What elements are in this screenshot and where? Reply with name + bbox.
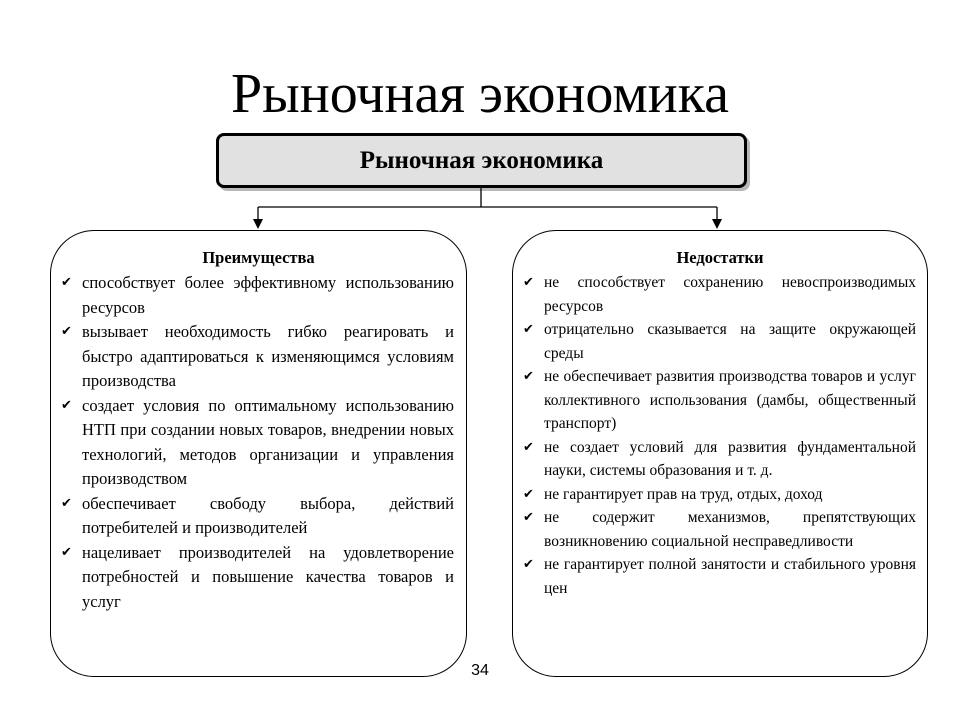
- disadvantages-panel: [512, 230, 928, 677]
- advantages-list: [59, 271, 454, 614]
- disadvantages-list: [521, 271, 916, 600]
- item-text: нацеливает производителей на удовлетворение потребностей и повышение качества товаров и услуг: [82, 542, 454, 611]
- check-icon: ✔: [61, 495, 72, 511]
- list-item: [59, 541, 454, 615]
- item-text: не гарантирует полной занятости и стабильного уровня цен: [544, 556, 916, 597]
- list-item: [521, 436, 916, 483]
- item-text: вызывает необходимость гибко реагировать и быстро адаптироваться к изменяющимся условиям производства: [82, 322, 454, 390]
- check-icon: ✔: [523, 439, 534, 455]
- check-icon: ✔: [61, 324, 72, 339]
- arrow-down-icon: [712, 219, 722, 229]
- list-item: [521, 483, 916, 507]
- item-text: способствует более эффективному использованию ресурсов: [82, 273, 454, 317]
- check-icon: ✔: [523, 322, 534, 337]
- check-icon: ✔: [61, 544, 72, 560]
- check-icon: ✔: [523, 369, 534, 384]
- item-text: отрицательно сказывается на защите окружающей среды: [544, 321, 916, 362]
- list-item: [59, 320, 454, 394]
- check-icon: ✔: [61, 397, 72, 413]
- list-item: [59, 271, 454, 320]
- disadvantages-title: Недостатки: [676, 248, 764, 267]
- list-item: [521, 365, 916, 436]
- check-icon: ✔: [61, 275, 72, 290]
- slide-title: Рыночная экономика: [231, 63, 729, 125]
- item-text: не обеспечивает развития производства товаров и услуг коллективного использования (дамбы, общественный транспорт): [544, 368, 916, 432]
- item-text: не способствует сохранению невоспроизводимых ресурсов: [544, 274, 916, 315]
- check-icon: ✔: [523, 510, 534, 525]
- advantages-title: Преимущества: [202, 248, 315, 267]
- check-icon: ✔: [523, 275, 534, 290]
- item-text: не содержит механизмов, препятствующих возникновению социальной несправедливости: [544, 509, 916, 550]
- check-icon: ✔: [523, 557, 534, 572]
- list-item: [521, 553, 916, 600]
- item-text: создает условия по оптимальному использованию НТП при создании новых товаров, внедрении новых технологий, методов организации и управления производством: [82, 395, 454, 488]
- item-text: не создает условий для развития фундаментальной науки, системы образования и т. д.: [544, 438, 916, 479]
- item-text: обеспечивает свободу выбора, действий потребителей и производителей: [82, 493, 454, 537]
- check-icon: ✔: [523, 486, 534, 502]
- arrow-down-icon: [253, 219, 263, 229]
- page-number: 34: [471, 662, 489, 679]
- list-item: [521, 318, 916, 365]
- list-item: [521, 271, 916, 318]
- header-box: Рыночная экономика: [216, 133, 747, 188]
- advantages-panel: [50, 230, 467, 677]
- list-item: [59, 492, 454, 541]
- list-item: [521, 506, 916, 553]
- item-text: не гарантирует прав на труд, отдых, доход: [544, 485, 823, 503]
- list-item: [59, 394, 454, 492]
